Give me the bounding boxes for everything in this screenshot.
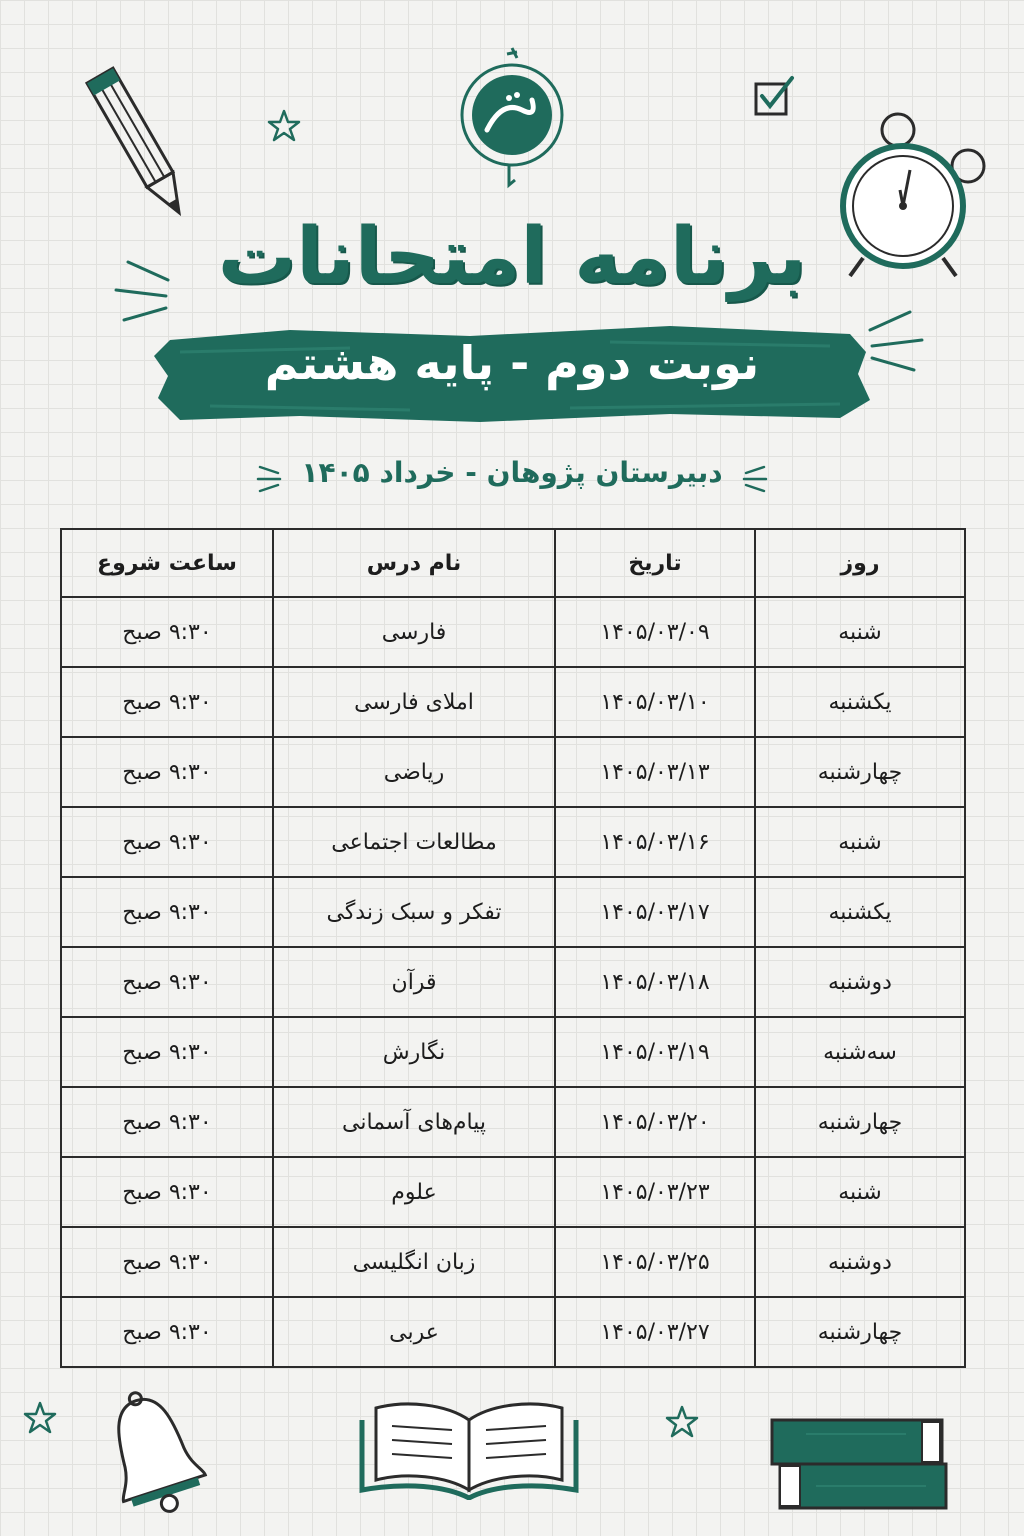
cell-subject: علوم: [273, 1157, 555, 1227]
cell-subject: ریاضی: [273, 737, 555, 807]
dash-accent-icon: [742, 461, 768, 497]
page-title: برنامه امتحانات: [217, 212, 807, 302]
table-row: [61, 737, 965, 807]
header-start-time: ساعت شروع: [61, 529, 273, 597]
table-row: [61, 1157, 965, 1227]
cell-date: ۱۴۰۵/۰۳/۲۷: [555, 1297, 755, 1367]
cell-start-time: ۹:۳۰ صبح: [61, 667, 273, 737]
star-icon: [664, 1404, 700, 1440]
cell-start-time: ۹:۳۰ صبح: [61, 947, 273, 1017]
cell-date: ۱۴۰۵/۰۳/۱۳: [555, 737, 755, 807]
table-row: [61, 1017, 965, 1087]
cell-subject: قرآن: [273, 947, 555, 1017]
school-line: دبیرستان پژوهان - خرداد ۱۴۰۵: [301, 456, 723, 489]
cell-subject: نگارش: [273, 1017, 555, 1087]
cell-start-time: ۹:۳۰ صبح: [61, 877, 273, 947]
cell-start-time: ۹:۳۰ صبح: [61, 1087, 273, 1157]
cell-day: چهارشنبه: [755, 1087, 965, 1157]
table-header-row: [61, 529, 965, 597]
cell-date: ۱۴۰۵/۰۳/۰۹: [555, 597, 755, 667]
cell-start-time: ۹:۳۰ صبح: [61, 1297, 273, 1367]
cell-start-time: ۹:۳۰ صبح: [61, 737, 273, 807]
cell-subject: فارسی: [273, 597, 555, 667]
cell-start-time: ۹:۳۰ صبح: [61, 1157, 273, 1227]
table-row: [61, 1227, 965, 1297]
cell-day: شنبه: [755, 597, 965, 667]
cell-date: ۱۴۰۵/۰۳/۲۳: [555, 1157, 755, 1227]
cell-subject: عربی: [273, 1297, 555, 1367]
cell-day: شنبه: [755, 1157, 965, 1227]
open-book-icon: [356, 1390, 582, 1500]
cell-day: یکشنبه: [755, 667, 965, 737]
header-date: تاریخ: [555, 529, 755, 597]
school-logo: [447, 40, 577, 190]
cell-day: دوشنبه: [755, 1227, 965, 1297]
table-row: [61, 1297, 965, 1367]
star-icon: [22, 1400, 58, 1436]
table-row: [61, 597, 965, 667]
book-stack-icon: [766, 1404, 954, 1520]
table-row: [61, 947, 965, 1017]
cell-start-time: ۹:۳۰ صبح: [61, 807, 273, 877]
checkbox-icon: [752, 74, 798, 120]
cell-date: ۱۴۰۵/۰۳/۱۸: [555, 947, 755, 1017]
table-row: [61, 807, 965, 877]
header-subject: نام درس: [273, 529, 555, 597]
cell-start-time: ۹:۳۰ صبح: [61, 597, 273, 667]
cell-subject: زبان انگلیسی: [273, 1227, 555, 1297]
header-day: روز: [755, 529, 965, 597]
star-icon: [266, 108, 302, 144]
cell-date: ۱۴۰۵/۰۳/۲۵: [555, 1227, 755, 1297]
cell-day: سه‌شنبه: [755, 1017, 965, 1087]
cell-subject: تفکر و سبک زندگی: [273, 877, 555, 947]
table-row: [61, 1087, 965, 1157]
cell-subject: املای فارسی: [273, 667, 555, 737]
page-subtitle: نوبت دوم - پایه هشتم: [264, 336, 760, 390]
cell-date: ۱۴۰۵/۰۳/۲۰: [555, 1087, 755, 1157]
cell-date: ۱۴۰۵/۰۳/۱۶: [555, 807, 755, 877]
bell-icon: [88, 1388, 218, 1518]
pencil-icon: [80, 55, 200, 235]
cell-start-time: ۹:۳۰ صبح: [61, 1017, 273, 1087]
cell-subject: پیام‌های آسمانی: [273, 1087, 555, 1157]
table-row: [61, 667, 965, 737]
cell-day: دوشنبه: [755, 947, 965, 1017]
cell-day: چهارشنبه: [755, 1297, 965, 1367]
exam-schedule-table: [60, 528, 966, 1368]
cell-day: یکشنبه: [755, 877, 965, 947]
cell-start-time: ۹:۳۰ صبح: [61, 1227, 273, 1297]
cell-subject: مطالعات اجتماعی: [273, 807, 555, 877]
cell-date: ۱۴۰۵/۰۳/۱۷: [555, 877, 755, 947]
cell-date: ۱۴۰۵/۰۳/۱۰: [555, 667, 755, 737]
cell-date: ۱۴۰۵/۰۳/۱۹: [555, 1017, 755, 1087]
table-row: [61, 877, 965, 947]
cell-day: چهارشنبه: [755, 737, 965, 807]
cell-day: شنبه: [755, 807, 965, 877]
